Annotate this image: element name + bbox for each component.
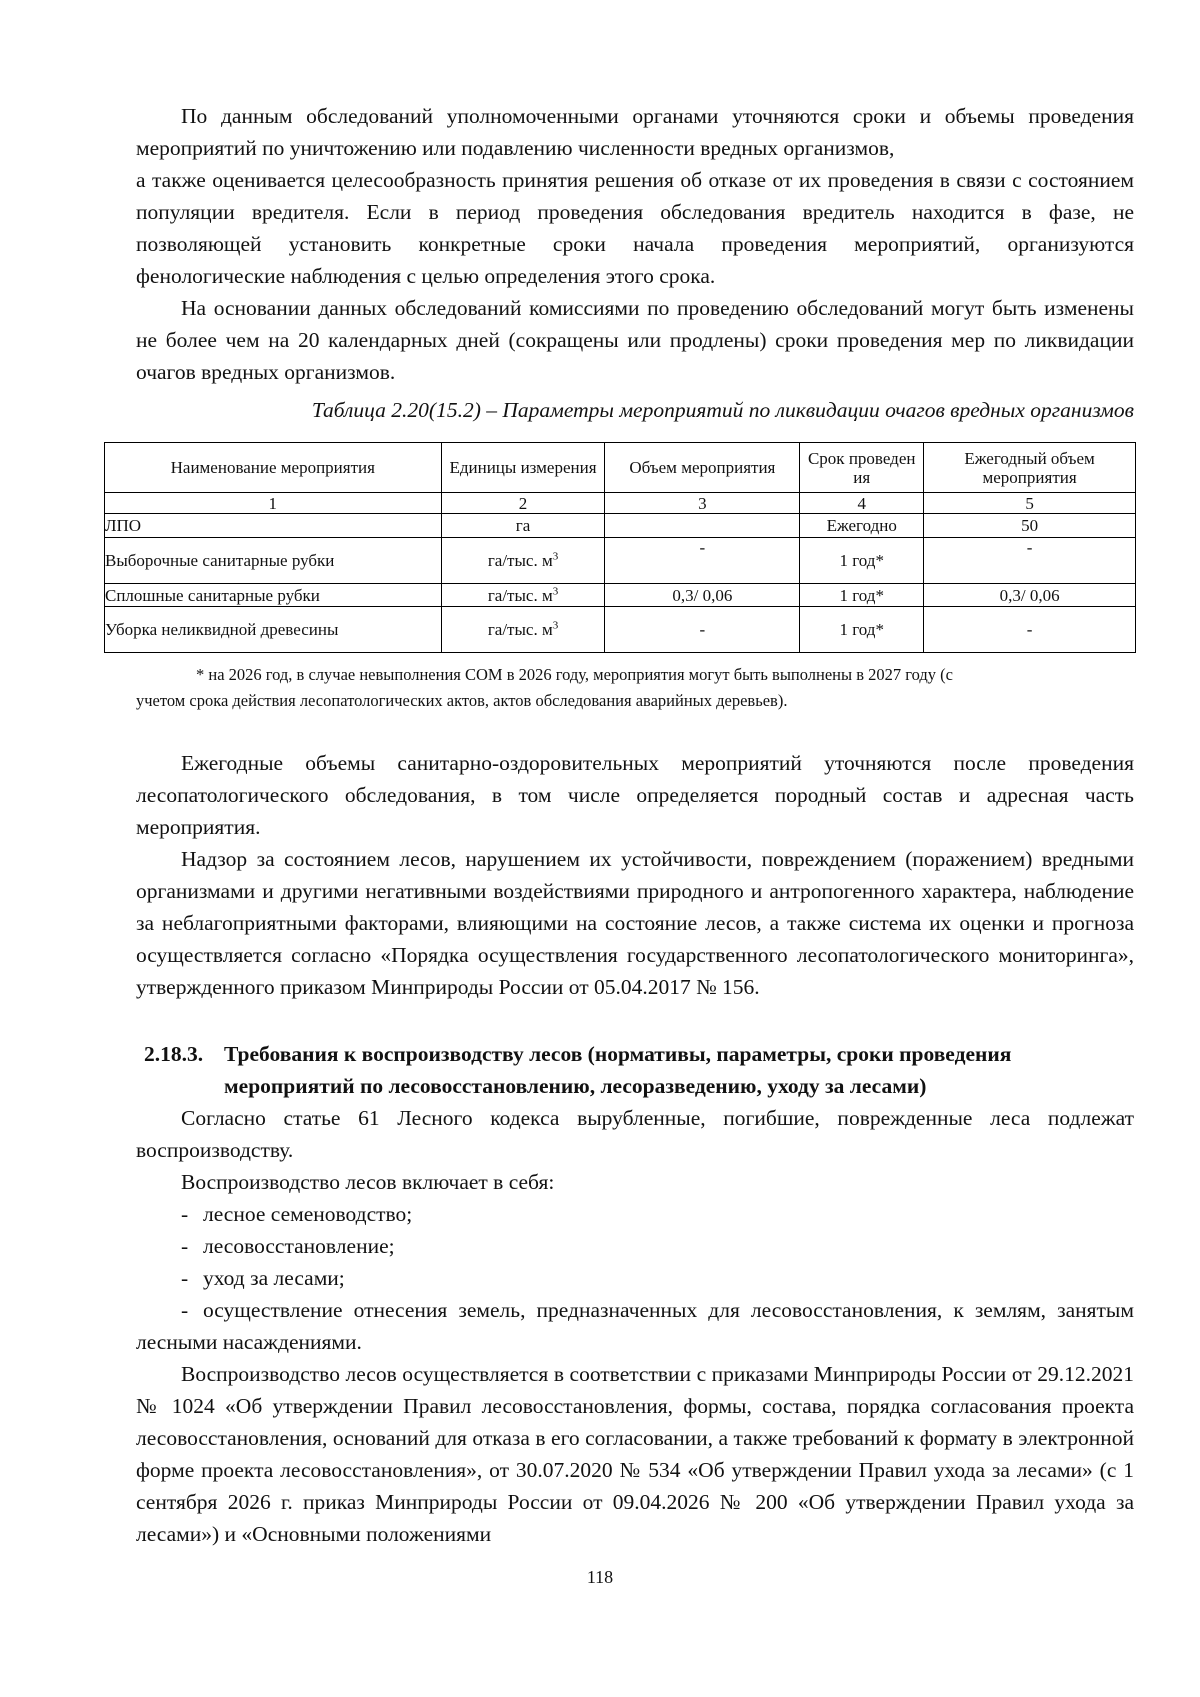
column-number: 5: [924, 493, 1136, 514]
paragraph-orders: Воспроизводство лесов осуществляется в соответствии с приказами Минприроды России от 29.12.2021 № 1024 «Об утверждении Правил лесовосстановления, формы, состава, порядка согласования проекта лесовосстановления, оснований для отказа в его согласовании, а также требований к формату в электронной форме проекта лесовосстановления», от 30.07.2020 № 534 «Об утверждении Правил ухода за лесами» (с 1 сентября 2026 г. приказ Минприроды России от 09.04.2026 № 200 «Об утверждении Правил ухода за лесами») и «Основными положениями: [136, 1362, 1134, 1546]
column-number: 1: [105, 493, 442, 514]
table-header-row: [105, 443, 1136, 493]
cell-unit: [441, 538, 605, 584]
cell-volume: -: [605, 538, 800, 584]
cell-annual: -: [924, 538, 1136, 584]
cell-term: 1 год*: [800, 607, 924, 653]
table-footnote: [136, 662, 1136, 714]
section-title-line-1: Требования к воспроизводству лесов (нормативы, параметры, сроки проведения: [224, 1042, 1012, 1066]
section-title-line-2: мероприятий по лесовосстановлению, лесоразведению, уходу за лесами): [224, 1074, 927, 1098]
cell-term: 1 год*: [800, 584, 924, 607]
unit-superscript: 3: [552, 619, 559, 632]
list-item: - осуществление отнесения земель, предназначенных для лесовосстановления, к землям, занятым лесными насаждениями.: [136, 1298, 1134, 1354]
parameters-table: [104, 442, 1136, 653]
column-number: 3: [605, 493, 800, 514]
list-item: - лесовосстановление;: [181, 1234, 395, 1258]
intro-paragraph-2: а также оценивается целесообразность принятия решения об отказе от их проведения в связи с состоянием популяции вредителя. Если в период проведения обследования вредитель находится в фазе, не позволяющей установить конкретные сроки начала проведения мероприятий, организуются фенологические наблюдения с целью определения этого срока.: [136, 168, 1134, 288]
cell-name: ЛПО: [105, 514, 442, 538]
unit-text: га/тыс. м: [487, 551, 553, 570]
cell-name: Уборка неликвидной древесины: [105, 607, 442, 653]
cell-name: Сплошные санитарные рубки: [105, 584, 442, 607]
header-name: Наименование мероприятия: [105, 443, 442, 493]
cell-annual: 0,3/ 0,06: [924, 584, 1136, 607]
list-item: - лесное семеноводство;: [181, 1202, 413, 1226]
list-item: - уход за лесами;: [181, 1266, 345, 1290]
cell-volume: -: [605, 607, 800, 653]
table-row: [105, 584, 1136, 607]
cell-volume: [605, 514, 800, 538]
middle-text: [136, 747, 1134, 1003]
table-row: [105, 538, 1136, 584]
cell-annual: -: [924, 607, 1136, 653]
unit-text: га/тыс. м: [487, 620, 553, 639]
header-annual: Ежегодный объем мероприятия: [924, 443, 1136, 493]
paragraph-supervision: Надзор за состоянием лесов, нарушением их устойчивости, повреждением (поражением) вредными организмами и другими негативными воздействиями природного и антропогенного характера, наблюдение за неблагоприятными факторами, влияющими на состояние лесов, а также система их оценки и прогноза осуществляется согласно «Порядка осуществления государственного лесопатологического мониторинга», утвержденного приказом Минприроды России от 05.04.2017 № 156.: [136, 847, 1134, 999]
paragraph-article-61: Согласно статье 61 Лесного кодекса вырубленные, погибшие, поврежденные леса подлежат воспроизводству.: [136, 1106, 1134, 1162]
header-term: Срок проведен ия: [800, 443, 924, 493]
section-number: 2.18.3.: [144, 1042, 204, 1066]
cell-unit: [441, 514, 605, 538]
table-row: [105, 607, 1136, 653]
intro-paragraph-1: По данным обследований уполномоченными органами уточняются сроки и объемы проведения мероприятий по уничтожению или подавлению численности вредных организмов,: [136, 104, 1134, 160]
footnote-line-1: * на 2026 год, в случае невыполнения СОМ в 2026 году, мероприятия могут быть выполнены в 2027 году (с: [196, 665, 953, 684]
cell-term: Ежегодно: [800, 514, 924, 538]
section-heading-line-1: [136, 1038, 1134, 1070]
page-number: 118: [586, 1567, 614, 1587]
column-number: 4: [800, 493, 924, 514]
intro-text: [136, 100, 1134, 388]
unit-superscript: 3: [552, 550, 559, 563]
cell-name: Выборочные санитарные рубки: [105, 538, 442, 584]
table-row: [105, 514, 1136, 538]
header-unit: Единицы измерения: [441, 443, 605, 493]
table-caption: Таблица 2.20(15.2) – Параметры мероприятий по ликвидации очагов вредных организмов: [311, 398, 1134, 422]
unit-superscript: 3: [552, 584, 559, 597]
unit-text: га: [515, 516, 531, 535]
column-number: 2: [441, 493, 605, 514]
cell-term: 1 год*: [800, 538, 924, 584]
cell-volume: 0,3/ 0,06: [605, 584, 800, 607]
section-body: [136, 1102, 1134, 1550]
intro-paragraph-3: На основании данных обследований комиссиями по проведению обследований могут быть изменены не более чем на 20 календарных дней (сокращены или продлены) сроки проведения мер по ликвидации очагов вредных организмов.: [136, 296, 1134, 384]
paragraph-annual-volumes: Ежегодные объемы санитарно-оздоровительных мероприятий уточняются после проведения лесопатологического обследования, в том числе определяется породный состав и адресная часть мероприятия.: [136, 751, 1134, 839]
cell-unit: [441, 607, 605, 653]
footnote-line-2: учетом срока действия лесопатологических актов, актов обследования аварийных деревьев).: [136, 691, 788, 710]
paragraph-includes: Воспроизводство лесов включает в себя:: [181, 1170, 555, 1194]
section-heading: [136, 1038, 1134, 1102]
header-volume: Объем мероприятия: [605, 443, 800, 493]
table-column-numbers-row: [105, 493, 1136, 514]
cell-unit: [441, 584, 605, 607]
cell-annual: 50: [924, 514, 1136, 538]
unit-text: га/тыс. м: [487, 585, 553, 605]
